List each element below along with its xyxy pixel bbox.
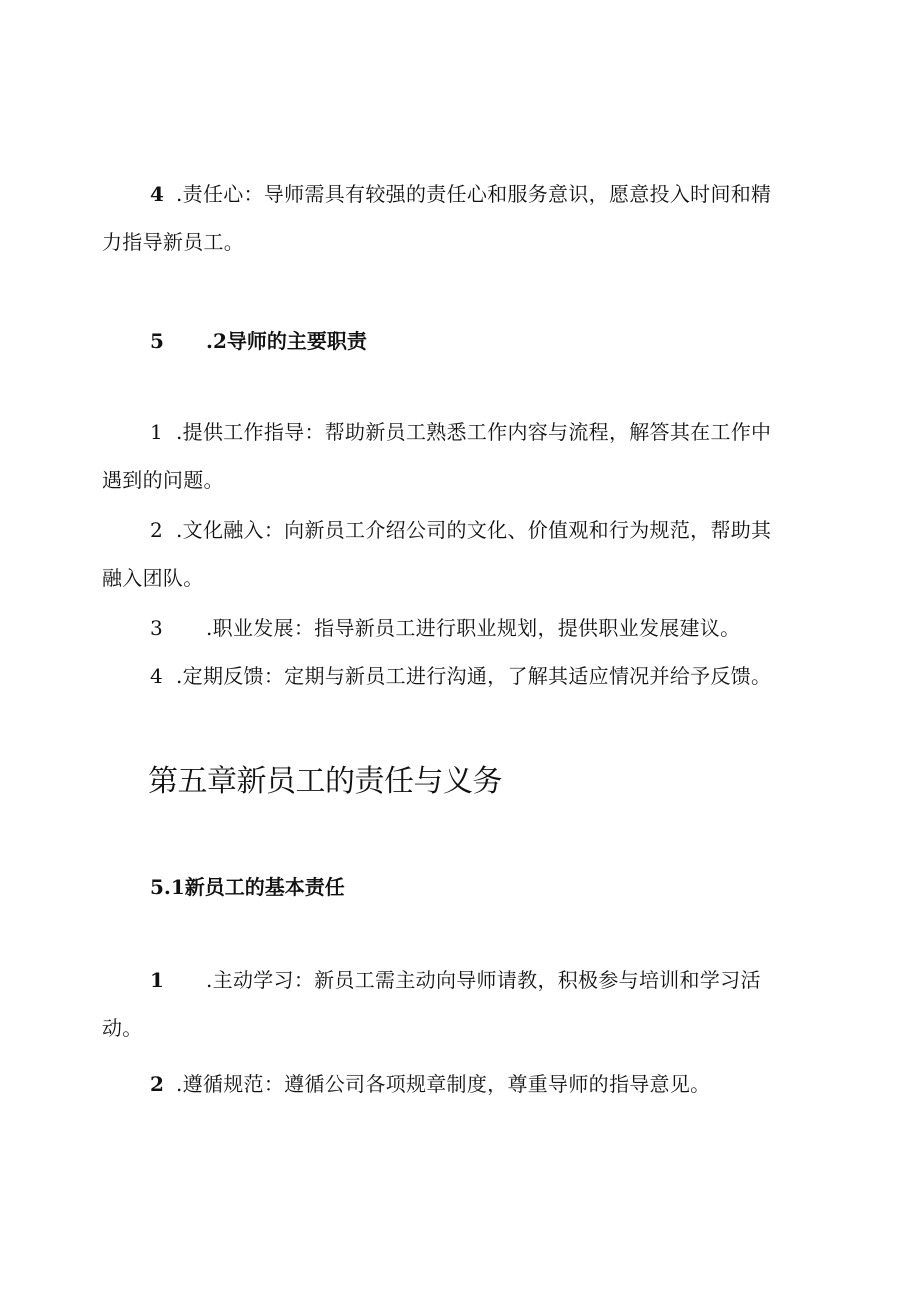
item-number: 1 [150, 968, 165, 992]
list-item-1-line1 [150, 418, 818, 446]
chapter-title: 第五章新员工的责任与义务 [148, 764, 502, 799]
item-number: 3 [150, 616, 164, 640]
list-item-1-line2: 遇到的问题。 [102, 468, 224, 492]
item-number: 4 [150, 182, 165, 206]
item-text: .文化融入：向新员工介绍公司的文化、价值观和行为规范，帮助其 [176, 518, 772, 542]
list-item-2-line1 [150, 516, 818, 544]
item-text: .定期反馈：定期与新员工进行沟通，了解其适应情况并给予反馈。 [176, 664, 772, 688]
duty-item-1-line2: 动。 [102, 1016, 143, 1040]
item-text: .提供工作指导：帮助新员工熟悉工作内容与流程，解答其在工作中 [176, 420, 772, 444]
heading-text: .2导师的主要职责 [206, 329, 367, 353]
item-number: 1 [150, 420, 164, 444]
heading-number: 5 [150, 329, 164, 353]
section-heading-5-1: 5.1新员工的基本责任 [150, 875, 345, 899]
item-text: .遵循规范：遵循公司各项规章制度，尊重导师的指导意见。 [176, 1072, 711, 1096]
item-number: 4 [150, 664, 164, 688]
list-item-3 [150, 614, 818, 642]
item-number: 2 [150, 1072, 165, 1096]
item-number: 2 [150, 518, 164, 542]
item-text: .职业发展：指导新员工进行职业规划，提供职业发展建议。 [206, 616, 741, 640]
list-item-2-line2: 融入团队。 [102, 566, 204, 590]
paragraph-responsibility-line1 [150, 180, 818, 208]
section-heading-5-2 [150, 327, 367, 355]
list-item-4 [150, 662, 818, 690]
paragraph-responsibility-line2: 力指导新员工。 [102, 230, 245, 254]
duty-item-2 [150, 1070, 818, 1098]
item-text: .责任心：导师需具有较强的责任心和服务意识，愿意投入时间和精 [176, 182, 772, 206]
item-text: .主动学习：新员工需主动向导师请教，积极参与培训和学习活 [206, 968, 761, 992]
duty-item-1-line1 [150, 966, 818, 994]
